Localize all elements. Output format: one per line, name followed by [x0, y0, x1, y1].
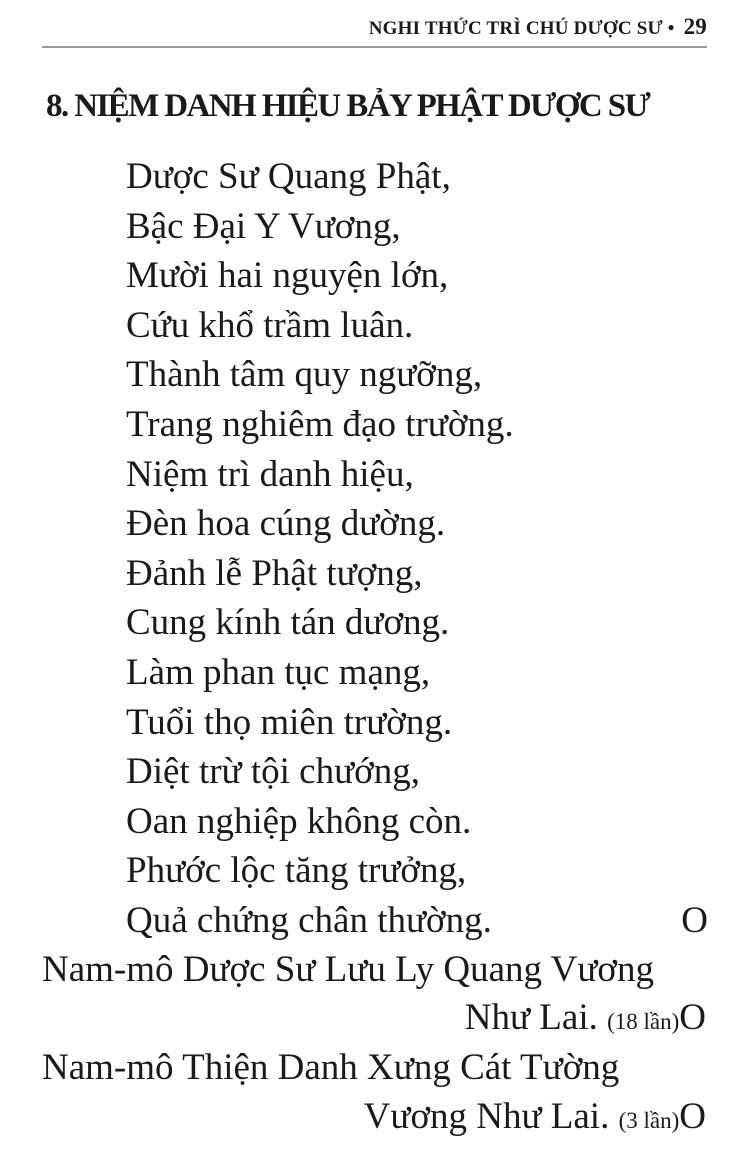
bell-mark: O [679, 1096, 706, 1137]
invocation-1-count: (18 lần) [607, 1009, 680, 1034]
bell-mark: O [681, 899, 708, 941]
header-divider [42, 46, 707, 48]
invocation-1-line-2 [465, 993, 706, 1043]
verse-line: Phước lộc tăng trưởng, [126, 850, 467, 892]
verse-line-text: Quả chứng chân thường. [126, 899, 492, 941]
verse-line: Đảnh lễ Phật tượng, [126, 552, 423, 594]
invocation-1-text: Như Lai. [464, 997, 598, 1038]
header-bullet: • [667, 18, 675, 39]
bell-mark: O [679, 997, 706, 1038]
running-header [369, 14, 707, 40]
running-header-title: NGHI THỨC TRÌ CHÚ DƯỢC SƯ [368, 18, 663, 39]
page-number: 29 [683, 14, 707, 39]
verse-line: Tuổi thọ miên trường. [126, 701, 453, 743]
verse-line: Đèn hoa cúng dường. [126, 503, 446, 545]
verse-line: Bậc Đại Y Vương, [126, 205, 401, 247]
verse-line: Mười hai nguyện lớn, [126, 255, 449, 297]
verse-line: Diệt trừ tội chướng, [126, 751, 420, 793]
verse-line: Dược Sư Quang Phật, [126, 156, 451, 197]
section-title: 8. NIỆM DANH HIỆU BẢY PHẬT DƯỢC SƯ [46, 88, 650, 124]
verse-line: Niệm trì danh hiệu, [126, 453, 414, 495]
invocation-2-text: Vương Như Lai. [363, 1096, 610, 1137]
verse-line: Trang nghiêm đạo trường. [126, 403, 514, 445]
verse-line: Cứu khổ trầm luân. [126, 304, 414, 346]
verse-line-last [126, 896, 708, 946]
verse-line: Thành tâm quy ngưỡng, [126, 354, 483, 396]
verse-line: Cung kính tán dương. [126, 602, 450, 644]
invocation-1-line-1: Nam-mô Dược Sư Lưu Ly Quang Vương [42, 949, 654, 990]
invocation-2-count: (3 lần) [618, 1108, 680, 1133]
verse-list [126, 152, 708, 946]
verse-line: Làm phan tục mạng, [126, 651, 431, 693]
invocation-2-line-1: Nam-mô Thiện Danh Xưng Cát Tường [42, 1047, 620, 1088]
invocation-2-line-2 [364, 1092, 706, 1142]
verse-line: Oan nghiệp không còn. [126, 800, 472, 842]
